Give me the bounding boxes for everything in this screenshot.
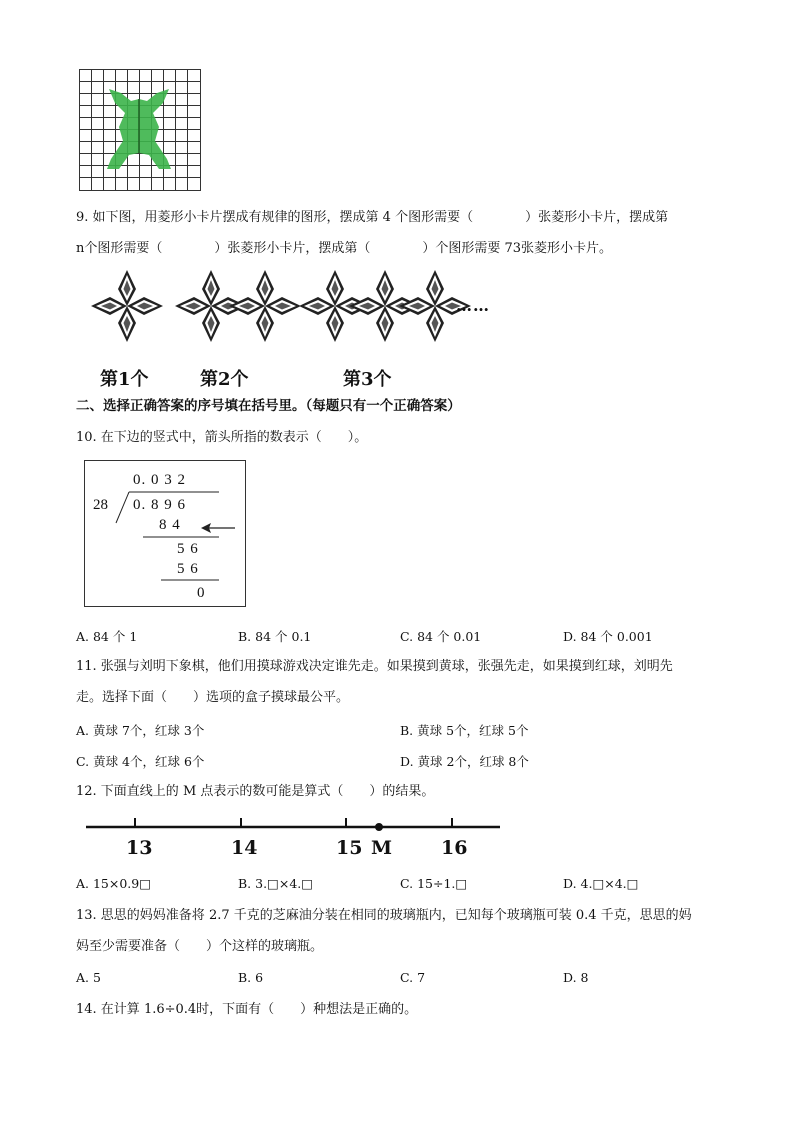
q11-line1: 11. 张强与刘明下象棋，他们用摸球游戏决定谁先走。如果摸到黄球，张强先走，如果摸到红球，刘明先 [76, 659, 673, 674]
division-remainder: 0 [197, 585, 205, 601]
q12-option-c[interactable]: C. 15÷1.□ [400, 876, 468, 891]
q12-stem: 12. 下面直线上的 M 点表示的数可能是算式（ ）的结果。 [76, 784, 435, 799]
q13-option-a[interactable]: A. 5 [76, 970, 101, 985]
division-divisor: 28 [93, 497, 108, 513]
q13-option-b[interactable]: B. 6 [238, 970, 264, 985]
tick-label-13: 13 [126, 837, 153, 859]
q14-stem: 14. 在计算 1.6÷0.4时，下面有（ ）种想法是正确的。 [76, 1002, 418, 1017]
q12-option-d[interactable]: D. 4.□×4.□ [563, 876, 639, 891]
q13-line1: 13. 思思的妈妈准备将 2.7 千克的芝麻油分装在相同的玻璃瓶内，已知每个玻璃瓶可装 0.4 千克，思思的妈 [76, 908, 692, 923]
point-m [375, 823, 383, 831]
q11-line2: 走。选择下面（ ）选项的盒子摸球最公平。 [76, 690, 350, 705]
figure-label-2: 第2个 [200, 369, 249, 390]
q11-option-c[interactable]: C. 黄球 4个，红球 6个 [76, 754, 205, 769]
division-step-1: 8 4 [159, 517, 181, 533]
q13-option-c[interactable]: C. 7 [400, 970, 426, 985]
q9-line1: 9. 如下图，用菱形小卡片摆成有规律的图形，摆成第 4 个图形需要（ ）张菱形小卡片，摆成第 [76, 210, 669, 225]
point-label-m: M [371, 837, 393, 859]
figure-label-3: 第3个 [343, 369, 392, 390]
q10-option-b[interactable]: B. 84 个 0.1 [238, 629, 312, 644]
tick-label-15: 15 [336, 837, 363, 859]
section-2-title: 二、选择正确答案的序号填在括号里。（每题只有一个正确答案） [76, 398, 461, 414]
q10-option-c[interactable]: C. 84 个 0.01 [400, 629, 482, 644]
q10-stem: 10. 在下边的竖式中，箭头所指的数表示（ ）。 [76, 430, 368, 445]
frog-grid-figure [79, 69, 201, 191]
frog-grid-svg [79, 69, 201, 191]
figure-2b [229, 270, 301, 342]
q12-option-a[interactable]: A. 15×0.9□ [76, 876, 152, 891]
division-step-2: 5 6 [177, 541, 199, 557]
division-dividend: 0. 8 9 6 [133, 497, 186, 513]
q10-option-d[interactable]: D. 84 个 0.001 [563, 629, 653, 644]
q13-line2: 妈至少需要准备（ ）个这样的玻璃瓶。 [76, 939, 324, 954]
figure-label-1: 第1个 [100, 369, 149, 390]
tick-label-16: 16 [441, 837, 468, 859]
division-step-3: 5 6 [177, 561, 199, 577]
tick-label-14: 14 [231, 837, 258, 859]
q13-option-d[interactable]: D. 8 [563, 970, 589, 985]
pattern-ellipsis: …… [456, 296, 490, 315]
long-division-box [84, 460, 246, 607]
q12-option-b[interactable]: B. 3.□×4.□ [238, 876, 314, 891]
q11-option-a[interactable]: A. 黄球 7个，红球 3个 [76, 723, 205, 738]
q10-option-a[interactable]: A. 84 个 1 [76, 629, 138, 644]
q11-option-b[interactable]: B. 黄球 5个，红球 5个 [400, 723, 529, 738]
rhombus-pattern-figure [86, 266, 506, 346]
division-quotient: 0. 0 3 2 [133, 472, 186, 488]
figure-1 [91, 270, 163, 342]
q9-line2: n个图形需要（ ）张菱形小卡片，摆成第（ ）个图形需要 73张菱形小卡片。 [76, 241, 613, 256]
q11-option-d[interactable]: D. 黄球 2个，红球 8个 [400, 754, 529, 769]
